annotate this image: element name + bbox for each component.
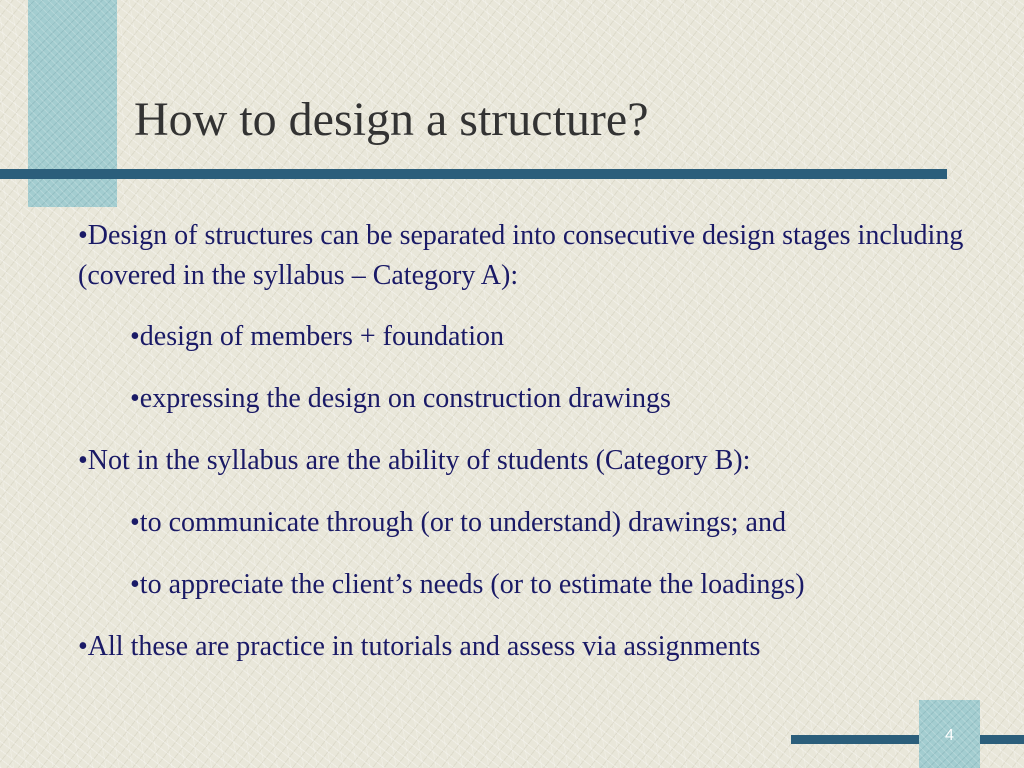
page-number: 4 bbox=[945, 727, 954, 744]
sub-bullet-members-foundation: •design of members + foundation bbox=[130, 321, 504, 352]
slide-title: How to design a structure? bbox=[134, 93, 649, 146]
sub-bullet-communicate-drawings: •to communicate through (or to understand) drawings; and bbox=[130, 507, 786, 538]
sub-bullet-construction-drawings: •expressing the design on construction drawings bbox=[130, 383, 671, 414]
title-divider-rule bbox=[0, 169, 947, 179]
sub-bullet-client-needs: •to appreciate the client’s needs (or to estimate the loadings) bbox=[130, 569, 805, 600]
bullet-design-stages: •Design of structures can be separated into consecutive design stages including (covered in the syllabus – Category A): bbox=[78, 220, 964, 291]
bullet-not-in-syllabus: •Not in the syllabus are the ability of students (Category B): bbox=[78, 445, 751, 476]
footer-divider-rule bbox=[791, 735, 1024, 744]
slide-body bbox=[78, 216, 968, 667]
bullet-practice-tutorials: •All these are practice in tutorials and assess via assignments bbox=[78, 631, 761, 662]
